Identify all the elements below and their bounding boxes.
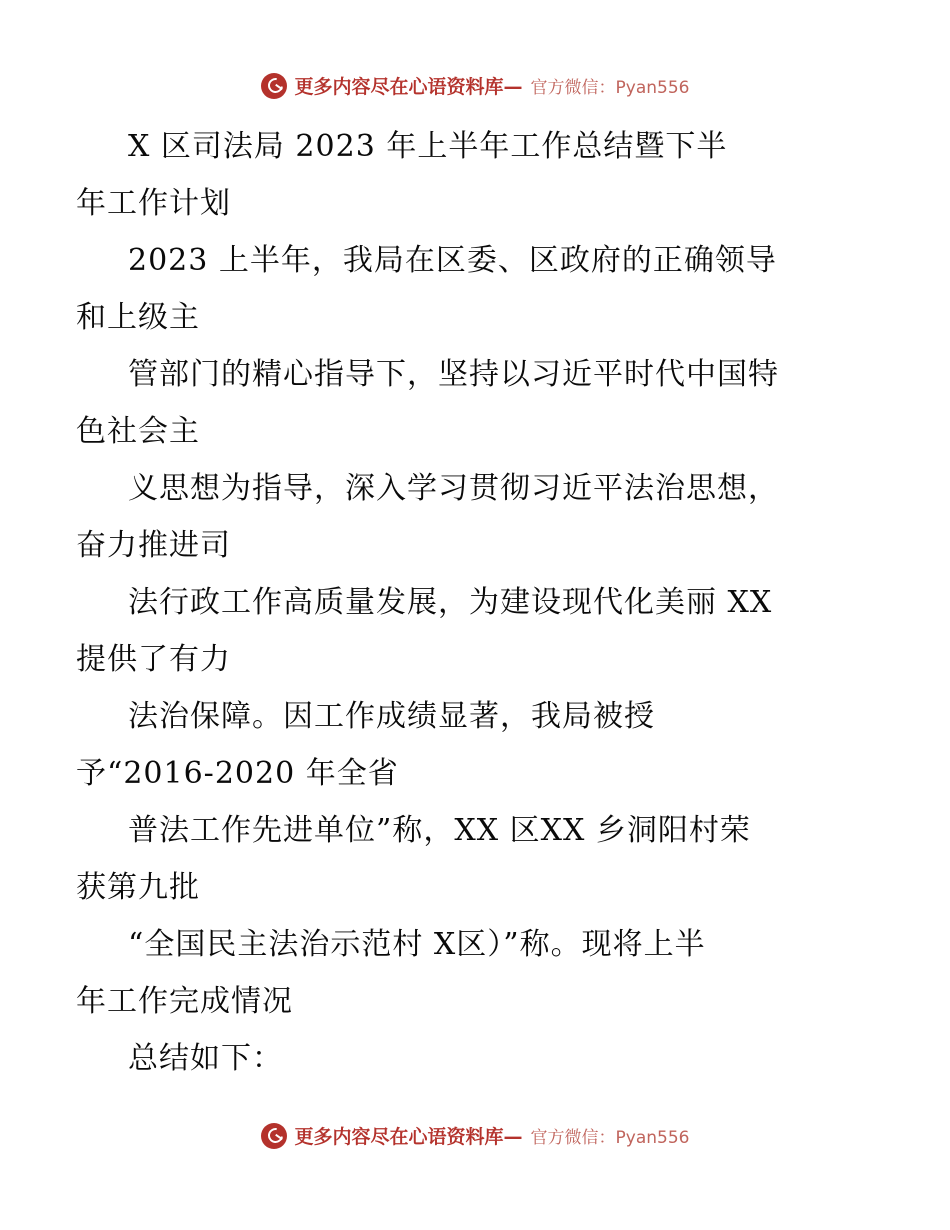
- text-line: 和上级主: [76, 300, 200, 335]
- watermark-sub-text: 官方微信：Pyan556: [530, 78, 690, 98]
- text-line: 义思想为指导，深入学习贯彻习近平法治思想，: [128, 471, 779, 506]
- circle-brand-icon: [261, 1123, 287, 1149]
- text-line: X 区司法局 2023 年上半年工作总结暨下半: [128, 129, 728, 164]
- document-text-body: [76, 118, 876, 1087]
- text-line: 年工作完成情况: [76, 984, 293, 1019]
- text-line: 获第九批: [76, 870, 200, 905]
- text-line: 管部门的精心指导下，坚持以习近平时代中国特: [128, 357, 779, 392]
- text-line: 年工作计划: [76, 186, 231, 221]
- watermark-top: [0, 72, 950, 99]
- text-line: 普法工作先进单位”称，XX 区XX 乡洞阳村荣: [128, 813, 751, 848]
- watermark-sub-text: 官方微信：Pyan556: [530, 1128, 690, 1148]
- text-line: 予“2016-2020 年全省: [76, 756, 399, 791]
- watermark-main-text: 更多内容尽在心语资料库—: [294, 1126, 523, 1148]
- circle-brand-icon: [261, 73, 287, 99]
- text-line: 提供了有力: [76, 642, 231, 677]
- text-line: 奋力推进司: [76, 528, 231, 563]
- text-line: 法治保障。因工作成绩显著，我局被授: [128, 699, 655, 734]
- watermark-bottom: [0, 1122, 950, 1149]
- text-line: 2023 上半年，我局在区委、区政府的正确领导: [128, 243, 777, 278]
- text-line: 法行政工作高质量发展，为建设现代化美丽 XX: [128, 585, 773, 620]
- watermark-main-text: 更多内容尽在心语资料库—: [294, 76, 523, 98]
- text-line: 总结如下：: [128, 1041, 283, 1076]
- text-line: 色社会主: [76, 414, 200, 449]
- text-line: “全国民主法治示范村 X区）”称。现将上半: [128, 927, 706, 962]
